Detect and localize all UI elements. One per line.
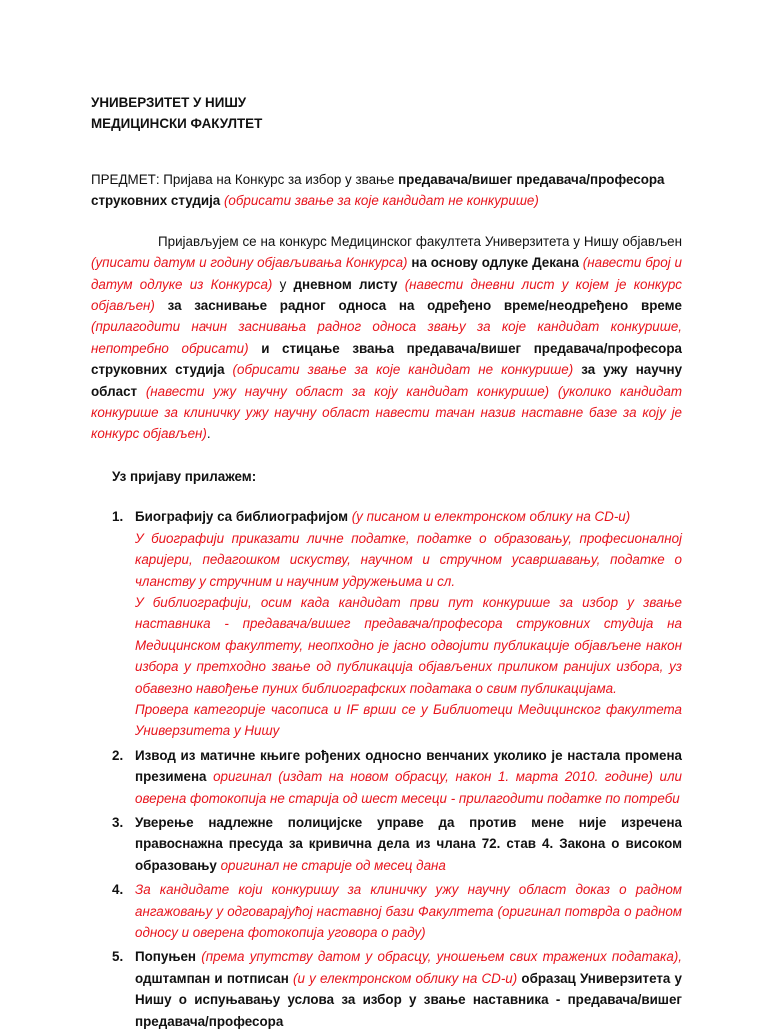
item-instruction: оригинал (издат на новом обрасцу, након 1. марта 2010. године) или оверена фотокопија не старија од шест месеци - прилагодити податке по потреби bbox=[135, 769, 682, 806]
list-item bbox=[91, 879, 682, 943]
para-instruction-6: (навести ужу научну област за коју кандидат конкурише) (уколико кандидат конкурише за клиничку ужу научну област навести тачан назив наставне базе за коју је конкурс објављен) bbox=[91, 383, 682, 442]
item-instruction: (у писаном и електронском облику на CD-u) bbox=[351, 509, 631, 525]
subject-instruction: (обрисати звање за које кандидат не конкурише) bbox=[220, 193, 539, 209]
list-item bbox=[91, 946, 682, 1032]
item-text: Биографију са библиографијом bbox=[135, 509, 352, 525]
list-item bbox=[91, 812, 682, 876]
item-instruction-2: (и у електронском облику на CD-u) bbox=[292, 970, 518, 986]
item-instruction-block: У библиографији, осим када кандидат први пут конкурише за избор у звање наставника - предавача/вишег предавача/професора струковних студија на Медицинском факултету, неопходно је јасно одвојити публикације објављене након избора у претходно звање од публикација објављених приликом ранијих избора, уз обавезно навођење пуних библиографских података о свим публикацијама. bbox=[135, 594, 682, 696]
para-text-3: у bbox=[272, 276, 294, 292]
item-number: 4. bbox=[112, 882, 124, 898]
para-text-1: Пријављујем се на конкурс Медицинског факултета Универзитета у Нишу објављен bbox=[158, 233, 682, 249]
item-number: 2. bbox=[112, 747, 124, 763]
subject-line bbox=[91, 169, 682, 212]
para-text-5: и стицање звања предавача/вишег предавача/професора струковних студија bbox=[91, 340, 682, 378]
item-instruction-block: У биографији приказати личне податке, податке о образовању, професионалној каријери, педагошком искуству, научном и стручном усавршавању, податке о чланству у стручним и научним удружењима и сл. bbox=[135, 530, 682, 589]
para-text-7: . bbox=[206, 426, 211, 442]
item-text-3: образац Универзитета у Нишу о испуњавању услова за избор у звање наставника - предавача/вишег предавача/професора bbox=[135, 970, 682, 1029]
subject-title-options: предавача/вишег предавача/професора струковних студија bbox=[91, 172, 665, 209]
item-text: Попуњен bbox=[135, 949, 202, 965]
faculty-name: МЕДИЦИНСКИ ФАКУЛТЕТ bbox=[91, 116, 263, 131]
para-instruction-4: (прилагодити начин заснивања радног односа звању за које кандидат конкурише, непотребно обрисати) bbox=[91, 319, 682, 356]
para-instruction-5: (обрисати звање за које кандидат не конкурише) bbox=[232, 362, 574, 378]
item-instruction: (према упутству датом у обрасцу, уношењем свих тражених података), bbox=[201, 949, 682, 965]
item-instruction: оригинал не старије од месец дана bbox=[220, 857, 446, 873]
university-name: УНИВЕРЗИТЕТ У НИШУ bbox=[91, 95, 247, 110]
para-instruction-2: (навести број и датум одлуке из Конкурса) bbox=[91, 255, 682, 292]
application-paragraph bbox=[91, 231, 682, 445]
para-bold-3: дневном листу bbox=[293, 276, 398, 292]
enclosure-label: Уз пријаву прилажем: bbox=[112, 468, 257, 484]
list-item bbox=[91, 745, 682, 809]
item-text: Уверење надлежне полицијске управе да против мене није изречена правоснажна пресуда за кривична дела из члана 72. став 4. Закона о високом образовању bbox=[135, 814, 682, 873]
para-instruction-3: (навести дневни лист у којем је конкурс објављен) bbox=[91, 276, 682, 314]
subject-label: ПРЕДМЕТ: bbox=[91, 172, 160, 187]
enclosure-list bbox=[91, 506, 682, 1032]
para-instruction-1: (уписати датум и годину објављивања Конкурса) bbox=[91, 255, 408, 271]
item-number: 5. bbox=[112, 949, 124, 965]
para-text-2: на основу одлуке Декана bbox=[407, 255, 583, 271]
list-item bbox=[91, 506, 682, 741]
item-text-2: одштампан и потписан bbox=[135, 970, 293, 986]
para-text-6: за ужу научну област bbox=[91, 362, 683, 399]
item-instruction-block: Провера категорије часописа и IF врши се у Библиотеци Медицинског факултета Универзитета у Нишу bbox=[135, 701, 682, 739]
item-number: 3. bbox=[112, 814, 124, 830]
document-header bbox=[91, 92, 682, 134]
para-text-4: за заснивање радног односа на одређено време/неодређено време bbox=[154, 298, 682, 314]
item-number: 1. bbox=[112, 509, 124, 525]
subject-text: Пријава на Конкурс за избор у звање bbox=[159, 172, 399, 187]
item-text: Извод из матичне књиге рођених односно венчаних уколико је настала промена презимена bbox=[135, 747, 682, 785]
item-instruction: За кандидате који конкуришу за клиничку ужу научну област доказ о радном ангажовању у одговарајућој наставној бази Факултета (оригинал потврда о радном односу и оверена фотокопија уговора о раду) bbox=[135, 882, 682, 940]
